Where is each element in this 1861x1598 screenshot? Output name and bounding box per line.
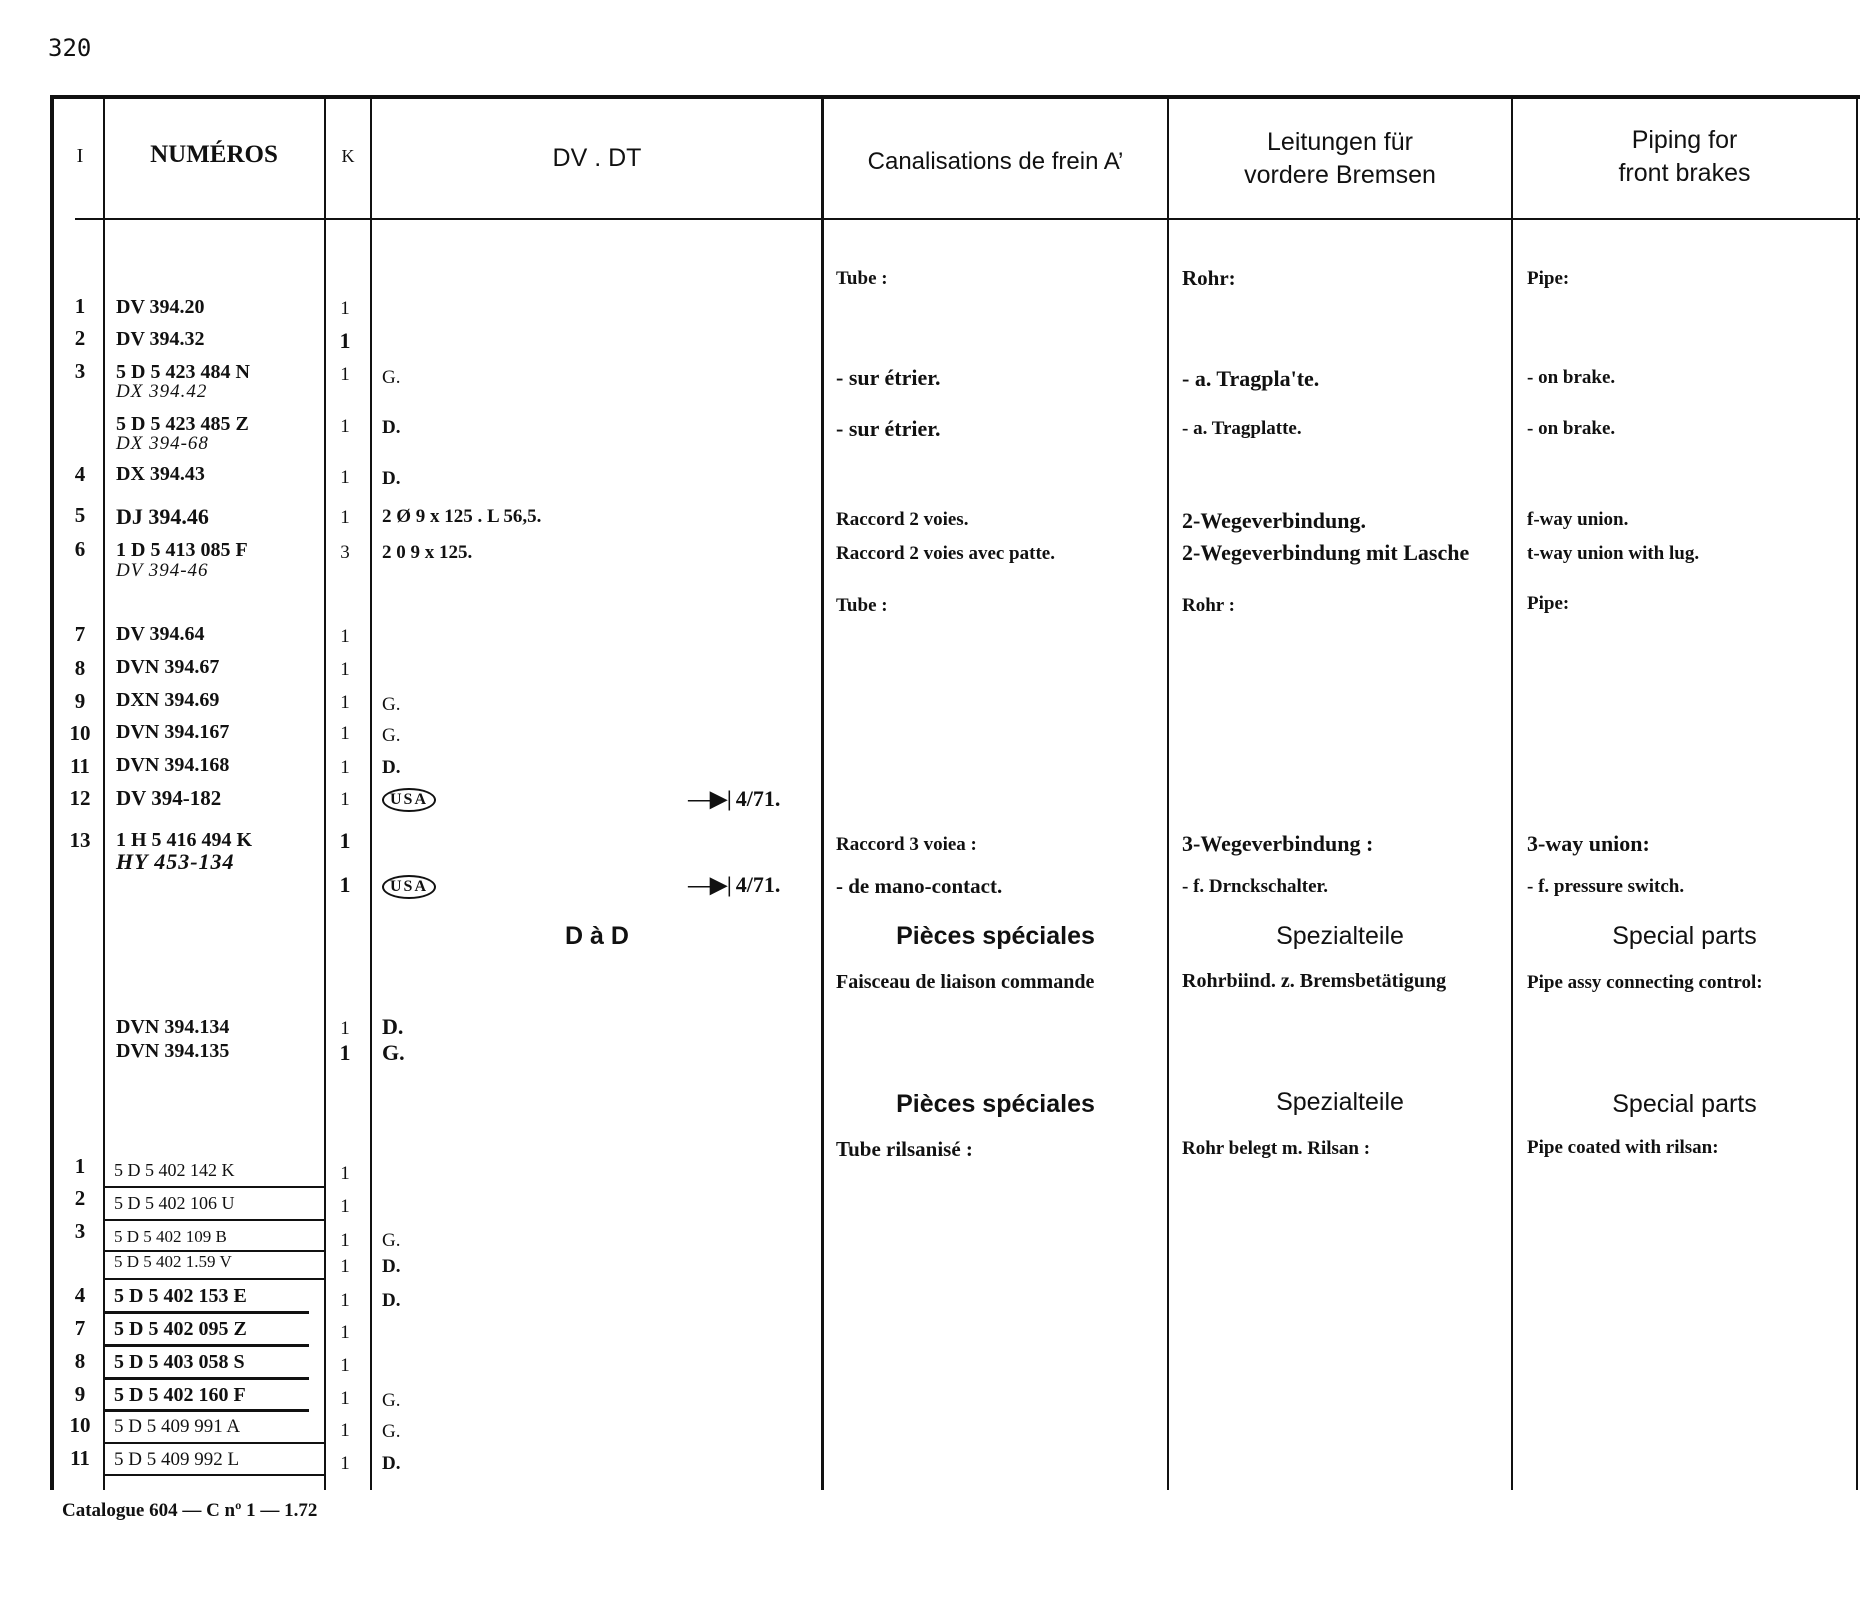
header-fr: Canalisations de frein A’ <box>867 148 1124 175</box>
row4-k: 1 <box>340 467 350 488</box>
row11-k: 1 <box>340 757 350 778</box>
row1-index: 1 <box>74 294 86 318</box>
s2-row6-number: 5 D 5 402 095 Z <box>114 1318 247 1340</box>
row11-number: DVN 394.168 <box>116 754 230 776</box>
arrow-icon-2: —▶| <box>688 872 732 897</box>
row6-k: 3 <box>340 542 350 563</box>
row1-number: DV 394.20 <box>116 296 205 318</box>
row13b-arrow-date <box>688 872 780 898</box>
row3-number: 5 D 5 423 484 N <box>116 361 250 383</box>
row8-index: 8 <box>74 656 86 680</box>
col-divider-models <box>370 97 372 1490</box>
row6-index: 6 <box>74 537 86 561</box>
row4-number: DX 394.43 <box>116 463 205 485</box>
row3-de: - a. Tragpla'te. <box>1182 366 1320 391</box>
row13-index: 13 <box>69 828 91 852</box>
row5-index: 5 <box>74 503 86 527</box>
section2-fr: Pièces spéciales <box>896 1090 1095 1118</box>
s2-row5-number: 5 D 5 402 153 E <box>114 1285 247 1307</box>
row8-number: DVN 394.67 <box>116 656 220 678</box>
row0-fr: Tube : <box>836 268 888 289</box>
row2-number: DV 394.32 <box>116 328 205 350</box>
row12-k: 1 <box>340 789 350 810</box>
row6-en: t-way union with lug. <box>1527 543 1700 564</box>
s2-row7-underline <box>104 1377 309 1380</box>
row12-arrow-date <box>688 786 780 812</box>
row13-number: 1 H 5 416 494 K <box>116 829 253 851</box>
row0-de: Rohr: <box>1182 266 1236 290</box>
header-bottom-border <box>75 218 1860 220</box>
s2-row3-model: G. <box>382 1230 401 1251</box>
s2-row6-k: 1 <box>340 1322 350 1343</box>
s2-row4-k: 1 <box>340 1256 350 1277</box>
row3-en: - on brake. <box>1527 367 1616 388</box>
s2-row10-k: 1 <box>340 1453 350 1474</box>
row6-number: 1 D 5 413 085 F <box>116 539 248 561</box>
row5-number: DJ 394.46 <box>116 504 209 529</box>
s2-row6-underline <box>104 1344 309 1347</box>
s2-row8-number: 5 D 5 402 160 F <box>114 1384 246 1406</box>
header-en-line2: front brakes <box>1618 159 1751 187</box>
row3b-number: 5 D 5 423 485 Z <box>116 413 249 435</box>
s2-row5-underline <box>104 1311 309 1314</box>
col-divider-en <box>1511 97 1513 1490</box>
row0-en: Pipe: <box>1527 268 1570 289</box>
header-models: DV . DT <box>552 144 642 172</box>
s2-row7-index: 8 <box>74 1349 86 1373</box>
usa-badge-text: USA <box>382 788 436 812</box>
section1-row2-number: DVN 394.135 <box>116 1040 230 1062</box>
row3-alt-number: DX 394.42 <box>116 381 208 402</box>
row7-k: 1 <box>340 626 350 647</box>
left-border <box>50 95 54 1490</box>
row13b-date: 4/71. <box>735 872 781 897</box>
section1-row2-k: 1 <box>339 1040 351 1065</box>
row9-model: G. <box>382 694 401 715</box>
row12-number: DV 394-182 <box>116 786 222 810</box>
section1-row1-k: 1 <box>340 1018 350 1039</box>
row3b-k: 1 <box>340 416 350 437</box>
s2-row2-k: 1 <box>340 1196 350 1217</box>
row5-fr: Raccord 2 voies. <box>836 509 969 530</box>
row10-index: 10 <box>69 721 91 745</box>
row6-fr: Raccord 2 voies avec patte. <box>836 543 1055 564</box>
row6-alt-number: DV 394-46 <box>116 560 209 581</box>
s2-row9-model: G. <box>382 1421 401 1442</box>
page-number: 320 <box>48 34 92 62</box>
row2-k: 1 <box>339 328 351 353</box>
right-border <box>1856 97 1858 1490</box>
row3-fr: - sur étrier. <box>836 365 941 390</box>
row6-de: 2-Wegeverbindung mit Lasche <box>1182 540 1470 565</box>
header-de-line2: vordere Bremsen <box>1244 161 1436 189</box>
row10-number: DVN 394.167 <box>116 721 230 743</box>
row4-index: 4 <box>74 462 86 486</box>
s2-row10-number: 5 D 5 409 992 L <box>114 1449 240 1470</box>
row11-index: 11 <box>70 754 90 778</box>
s2-row10-model: D. <box>382 1453 401 1474</box>
s2-row6-index: 7 <box>74 1316 86 1340</box>
s2-row8-index: 9 <box>74 1382 86 1406</box>
header-k: K <box>341 146 355 166</box>
row3-k: 1 <box>340 364 350 385</box>
row4-model: D. <box>382 468 401 489</box>
row8-k: 1 <box>340 659 350 680</box>
row13-alt-number: HY 453-134 <box>116 849 235 874</box>
header-de <box>1169 126 1511 192</box>
row10-k: 1 <box>340 723 350 744</box>
row13b-en: - f. pressure switch. <box>1527 876 1685 897</box>
section2-de: Spezialteile <box>1276 1088 1404 1116</box>
section1-en-desc: Pipe assy connecting control: <box>1527 972 1763 993</box>
row13-en: 3-way union: <box>1527 831 1650 856</box>
row6b-fr: Tube : <box>836 595 888 616</box>
header-index: I <box>76 145 84 167</box>
row5-en: f-way union. <box>1527 509 1629 530</box>
row3-index: 3 <box>74 359 86 383</box>
row6-model: 2 0 9 x 125. <box>382 542 473 563</box>
row6b-en: Pipe: <box>1527 593 1570 614</box>
section2-fr-desc: Tube rilsanisé : <box>836 1137 973 1161</box>
section1-fr-desc: Faisceau de liaison commande <box>836 971 1095 993</box>
row9-index: 9 <box>74 689 86 713</box>
row5-k: 1 <box>340 507 350 528</box>
section1-dv: D à D <box>565 922 629 950</box>
row2-index: 2 <box>74 326 86 350</box>
row13-de: 3-Wegeverbindung : <box>1182 831 1374 856</box>
row13b-de: - f. Drnckschalter. <box>1182 876 1328 897</box>
col-divider-fr <box>821 97 824 1490</box>
header-en-line1: Piping for <box>1631 126 1738 154</box>
s2-row5-model: D. <box>382 1290 401 1311</box>
s2-row3-number: 5 D 5 402 109 B <box>114 1227 227 1246</box>
s2-row1-index: 1 <box>74 1154 86 1178</box>
s2-row9-index: 10 <box>69 1413 91 1437</box>
row3b-de: - a. Tragplatte. <box>1182 418 1302 439</box>
s2-row9-k: 1 <box>340 1420 350 1441</box>
s2-row2-number: 5 D 5 402 106 U <box>114 1193 235 1213</box>
s2-row4-underline <box>104 1278 324 1280</box>
s2-row8-k: 1 <box>340 1388 350 1409</box>
section1-row1-number: DVN 394.134 <box>116 1016 230 1038</box>
row1-k: 1 <box>340 298 350 319</box>
row3b-fr: - sur étrier. <box>836 416 941 441</box>
row9-k: 1 <box>340 692 350 713</box>
col-divider-k <box>324 97 326 1490</box>
s2-row7-number: 5 D 5 403 058 S <box>114 1351 245 1373</box>
row12-usa-badge <box>382 788 436 812</box>
section1-row1-model: D. <box>382 1014 404 1039</box>
row5-model: 2 Ø 9 x 125 . L 56,5. <box>382 506 542 527</box>
row3b-model: D. <box>382 417 401 438</box>
section1-en: Special parts <box>1612 922 1757 950</box>
s2-row8-model: G. <box>382 1390 401 1411</box>
header-en <box>1513 124 1856 190</box>
row12-index: 12 <box>69 786 91 810</box>
usa-badge-text-2: USA <box>382 875 436 899</box>
s2-row4-number: 5 D 5 402 1.59 V <box>114 1252 232 1271</box>
row3-model: G. <box>382 367 401 388</box>
row13-k: 1 <box>339 828 351 853</box>
row7-number: DV 394.64 <box>116 623 205 645</box>
s2-row1-k: 1 <box>340 1163 350 1184</box>
section2-en: Special parts <box>1612 1090 1757 1118</box>
section1-row2-model: G. <box>382 1040 405 1065</box>
row6b-de: Rohr : <box>1182 595 1235 616</box>
row13b-usa-badge <box>382 875 436 899</box>
row13b-fr: - de mano-contact. <box>836 874 1003 898</box>
s2-row10-underline <box>104 1474 324 1476</box>
header-numeros: NUMÉROS <box>150 141 278 168</box>
row3b-alt-number: DX 394-68 <box>116 433 209 454</box>
section1-de: Spezialteile <box>1276 922 1404 950</box>
row11-model: D. <box>382 757 401 778</box>
s2-row3-k: 1 <box>340 1230 350 1251</box>
s2-row5-k: 1 <box>340 1290 350 1311</box>
col-divider-numbers <box>103 97 105 1490</box>
header-de-line1: Leitungen für <box>1267 128 1413 156</box>
s2-row9-number: 5 D 5 409 991 A <box>114 1416 241 1437</box>
s2-row1-underline <box>104 1186 324 1188</box>
s2-row9-underline <box>104 1442 324 1444</box>
row13-fr: Raccord 3 voiea : <box>836 834 977 855</box>
s2-row1-number: 5 D 5 402 142 K <box>114 1160 235 1180</box>
s2-row4-model: D. <box>382 1256 401 1277</box>
catalogue-footer: Catalogue 604 — C nº 1 — 1.72 <box>62 1500 318 1521</box>
row12-date: 4/71. <box>735 786 781 811</box>
row9-number: DXN 394.69 <box>116 689 220 711</box>
section1-de-desc: Rohrbiind. z. Bremsbetätigung <box>1182 970 1447 992</box>
s2-row8-underline <box>104 1409 309 1412</box>
section2-de-desc: Rohr belegt m. Rilsan : <box>1182 1138 1371 1159</box>
s2-row10-index: 11 <box>70 1446 90 1470</box>
s2-row2-underline <box>104 1219 324 1221</box>
s2-row5-index: 4 <box>74 1283 86 1307</box>
s2-row2-index: 2 <box>74 1186 86 1210</box>
section2-en-desc: Pipe coated with rilsan: <box>1527 1137 1719 1158</box>
section1-fr: Pièces spéciales <box>896 922 1095 950</box>
col-divider-de <box>1167 97 1169 1490</box>
row5-de: 2-Wegeverbindung. <box>1182 508 1366 533</box>
row3b-en: - on brake. <box>1527 418 1616 439</box>
s2-row7-k: 1 <box>340 1355 350 1376</box>
row7-index: 7 <box>74 622 86 646</box>
table-top-border <box>50 95 1860 99</box>
row13b-k: 1 <box>339 872 351 897</box>
s2-row3-index: 3 <box>74 1219 86 1243</box>
row10-model: G. <box>382 725 401 746</box>
arrow-icon: —▶| <box>688 786 732 811</box>
